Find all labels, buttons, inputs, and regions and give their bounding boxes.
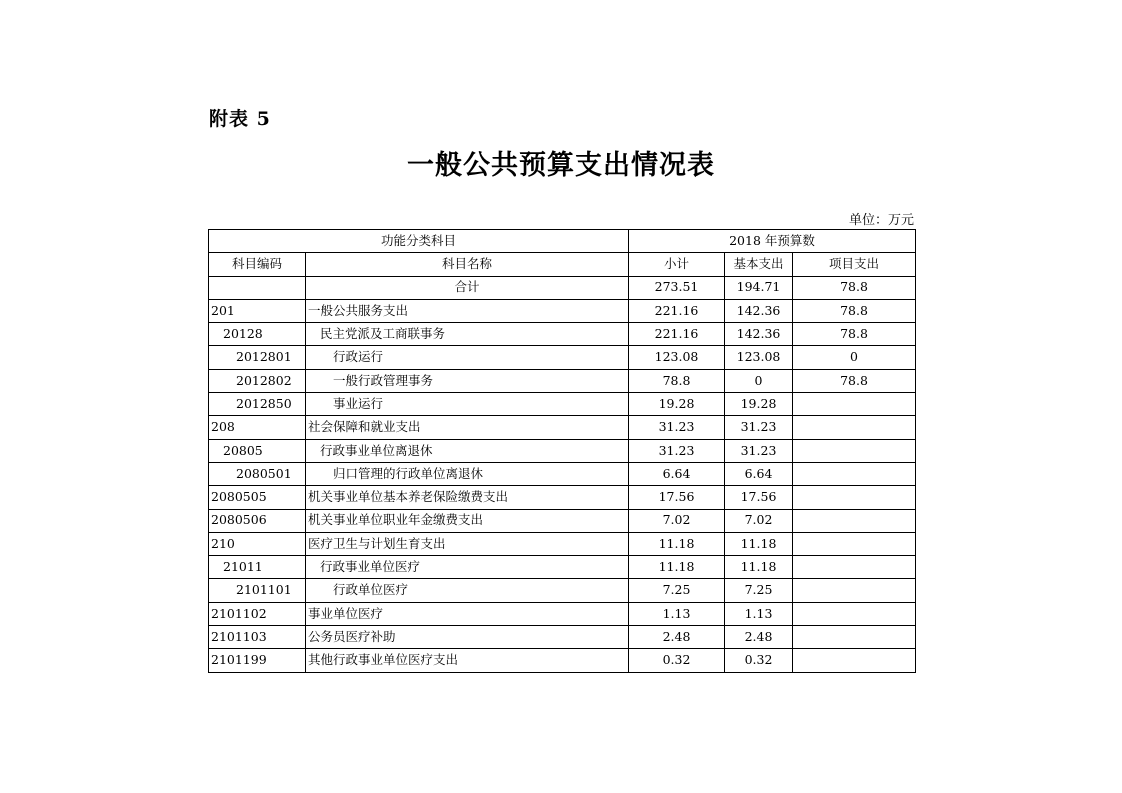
table-row	[209, 439, 916, 462]
row-code: 2101101	[209, 579, 306, 602]
row-basic: 1.13	[725, 602, 793, 625]
row-subtotal: 17.56	[629, 486, 725, 509]
row-name: 一般行政管理事务	[306, 369, 629, 392]
row-name: 社会保障和就业支出	[306, 416, 629, 439]
row-basic: 11.18	[725, 556, 793, 579]
row-code: 2080506	[209, 509, 306, 532]
row-subtotal: 0.32	[629, 649, 725, 672]
row-code: 210	[209, 532, 306, 555]
header-subtotal: 小计	[629, 253, 725, 276]
row-basic: 31.23	[725, 439, 793, 462]
row-basic: 7.02	[725, 509, 793, 532]
header-project: 项目支出	[793, 253, 916, 276]
total-row	[209, 276, 916, 299]
budget-table	[208, 229, 916, 673]
header-budget-year: 2018 年预算数	[629, 230, 916, 253]
row-basic: 0.32	[725, 649, 793, 672]
row-project	[793, 509, 916, 532]
table-row	[209, 626, 916, 649]
row-subtotal: 7.02	[629, 509, 725, 532]
table-row	[209, 532, 916, 555]
row-name: 机关事业单位职业年金缴费支出	[306, 509, 629, 532]
row-subtotal: 19.28	[629, 393, 725, 416]
row-subtotal: 2.48	[629, 626, 725, 649]
header-code: 科目编码	[209, 253, 306, 276]
row-basic: 123.08	[725, 346, 793, 369]
row-project	[793, 462, 916, 485]
unit-label: 单位：万元	[848, 213, 914, 228]
row-project: 78.8	[793, 323, 916, 346]
row-project	[793, 416, 916, 439]
total-code-cell	[209, 276, 306, 299]
row-basic: 31.23	[725, 416, 793, 439]
row-subtotal: 1.13	[629, 602, 725, 625]
row-code: 20805	[209, 439, 306, 462]
row-project	[793, 486, 916, 509]
table-row	[209, 579, 916, 602]
row-basic: 0	[725, 369, 793, 392]
row-name: 医疗卫生与计划生育支出	[306, 532, 629, 555]
page-title: 一般公共预算支出情况表	[407, 150, 715, 181]
table-row	[209, 346, 916, 369]
row-code: 201	[209, 299, 306, 322]
row-project	[793, 626, 916, 649]
row-basic: 6.64	[725, 462, 793, 485]
row-project	[793, 556, 916, 579]
row-project	[793, 439, 916, 462]
row-basic: 11.18	[725, 532, 793, 555]
row-code: 2101199	[209, 649, 306, 672]
table-row	[209, 602, 916, 625]
row-subtotal: 7.25	[629, 579, 725, 602]
row-project	[793, 649, 916, 672]
table-row	[209, 556, 916, 579]
row-name: 事业单位医疗	[306, 602, 629, 625]
table-row	[209, 486, 916, 509]
table-row	[209, 416, 916, 439]
header-functional-classification: 功能分类科目	[209, 230, 629, 253]
row-code: 2080501	[209, 462, 306, 485]
table-row	[209, 299, 916, 322]
row-code: 20128	[209, 323, 306, 346]
row-basic: 2.48	[725, 626, 793, 649]
total-project: 78.8	[793, 276, 916, 299]
row-name: 民主党派及工商联事务	[306, 323, 629, 346]
annex-label: 附表 5	[209, 108, 271, 130]
row-code: 2080505	[209, 486, 306, 509]
row-project	[793, 532, 916, 555]
header-column-row	[209, 253, 916, 276]
row-basic: 7.25	[725, 579, 793, 602]
row-name: 事业运行	[306, 393, 629, 416]
total-basic: 194.71	[725, 276, 793, 299]
row-subtotal: 123.08	[629, 346, 725, 369]
row-subtotal: 6.64	[629, 462, 725, 485]
row-subtotal: 221.16	[629, 299, 725, 322]
row-code: 2012802	[209, 369, 306, 392]
row-code: 2101103	[209, 626, 306, 649]
row-code: 208	[209, 416, 306, 439]
total-subtotal: 273.51	[629, 276, 725, 299]
header-group-row	[209, 230, 916, 253]
total-label: 合计	[306, 276, 629, 299]
row-subtotal: 31.23	[629, 439, 725, 462]
row-name: 一般公共服务支出	[306, 299, 629, 322]
row-name: 行政事业单位医疗	[306, 556, 629, 579]
row-basic: 142.36	[725, 299, 793, 322]
row-code: 2101102	[209, 602, 306, 625]
header-basic: 基本支出	[725, 253, 793, 276]
row-name: 归口管理的行政单位离退休	[306, 462, 629, 485]
row-project: 0	[793, 346, 916, 369]
table-row	[209, 649, 916, 672]
row-subtotal: 221.16	[629, 323, 725, 346]
row-project	[793, 602, 916, 625]
row-subtotal: 31.23	[629, 416, 725, 439]
row-subtotal: 11.18	[629, 532, 725, 555]
table-row	[209, 323, 916, 346]
header-name: 科目名称	[306, 253, 629, 276]
table-row	[209, 509, 916, 532]
row-name: 行政事业单位离退休	[306, 439, 629, 462]
row-subtotal: 11.18	[629, 556, 725, 579]
row-name: 公务员医疗补助	[306, 626, 629, 649]
row-basic: 142.36	[725, 323, 793, 346]
row-name: 行政运行	[306, 346, 629, 369]
row-code: 2012801	[209, 346, 306, 369]
row-project	[793, 579, 916, 602]
row-project: 78.8	[793, 369, 916, 392]
table-row	[209, 462, 916, 485]
row-project: 78.8	[793, 299, 916, 322]
row-name: 其他行政事业单位医疗支出	[306, 649, 629, 672]
table-row	[209, 393, 916, 416]
row-basic: 19.28	[725, 393, 793, 416]
row-code: 21011	[209, 556, 306, 579]
row-name: 机关事业单位基本养老保险缴费支出	[306, 486, 629, 509]
table-row	[209, 369, 916, 392]
row-basic: 17.56	[725, 486, 793, 509]
row-subtotal: 78.8	[629, 369, 725, 392]
row-name: 行政单位医疗	[306, 579, 629, 602]
row-project	[793, 393, 916, 416]
row-code: 2012850	[209, 393, 306, 416]
